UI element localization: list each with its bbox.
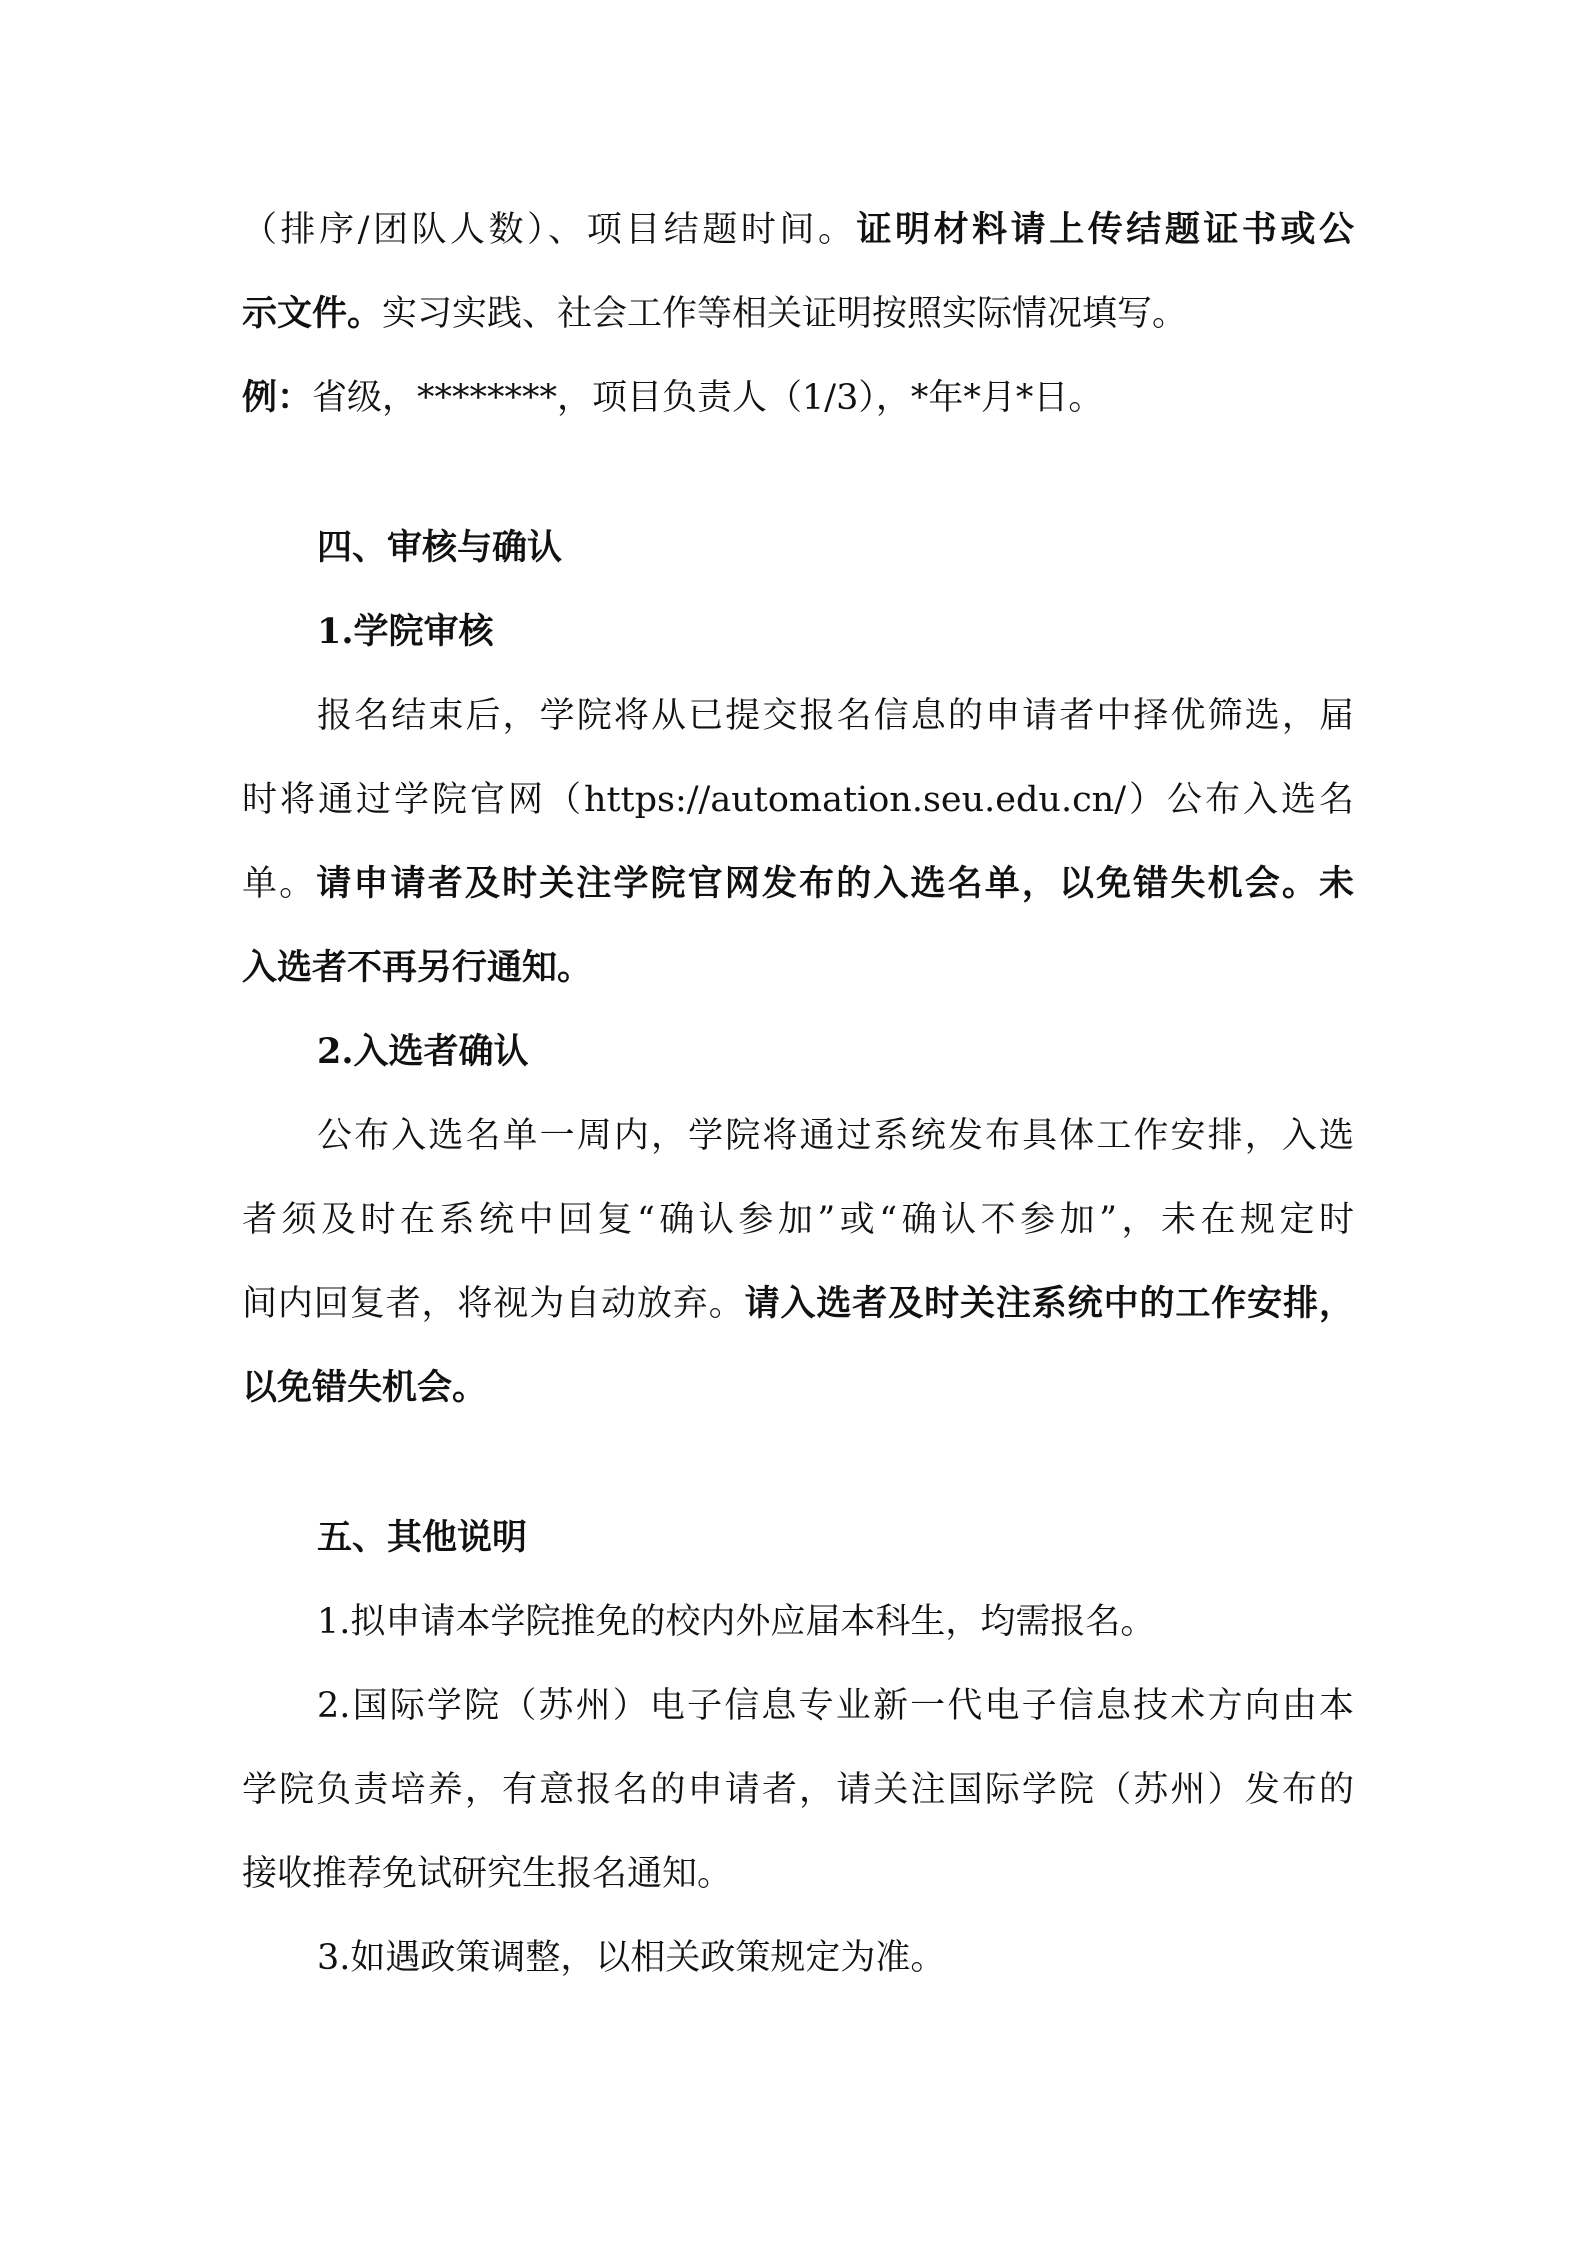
subsection-title: 1.学院审核	[317, 611, 494, 652]
section3-tail	[242, 205, 1354, 423]
section-gap	[242, 1447, 1354, 1513]
paragraph-line: 者须及时在系统中回复“确认参加”或“确认不参加”，未在规定时	[242, 1200, 1354, 1240]
list-item: 1.拟申请本学院推免的校内外应届本科生，均需报名。	[317, 1602, 1156, 1642]
section-4	[242, 523, 1354, 1413]
text-run: （排序/团队人数）、项目结题时间。	[242, 210, 857, 250]
paragraph-line: 接收推荐免试研究生报名通知。	[242, 1854, 733, 1894]
paragraph-line: 学院负责培养，有意报名的申请者，请关注国际学院（苏州）发布的	[242, 1770, 1354, 1810]
list-item: 3.如遇政策调整，以相关政策规定为准。	[317, 1938, 946, 1978]
paragraph-line: 公布入选名单一周内，学院将通过系统发布具体工作安排，入选	[317, 1116, 1354, 1156]
text-run: 单。	[242, 864, 317, 904]
document-page	[242, 205, 1354, 2017]
text-run: 间内回复者，将视为自动放弃。	[242, 1284, 745, 1324]
bold-text-run: 请申请者及时关注学院官网发布的入选名单，以免错失机会。未	[316, 863, 1354, 904]
paragraph-line: 入选者不再另行通知。	[242, 947, 593, 988]
text-run: 实习实践、社会工作等相关证明按照实际情况填写。	[382, 294, 1188, 334]
bold-text-run: 证明材料请上传结题证书或公	[856, 209, 1354, 250]
paragraph-line: 以免错失机会。	[242, 1367, 488, 1408]
paragraph-line: 报名结束后，学院将从已提交报名信息的申请者中择优筛选，届	[317, 696, 1354, 736]
text-run: ）公布入选名	[1126, 780, 1354, 820]
example-line	[242, 373, 1354, 423]
section-heading: 五、其他说明	[317, 1517, 528, 1558]
section-gap	[242, 457, 1354, 523]
example-text: 省级，********，项目负责人（1/3），*年*月*日。	[312, 378, 1104, 418]
section-5	[242, 1513, 1354, 1983]
paragraph-line	[242, 859, 1354, 909]
paragraph-line	[242, 205, 1354, 255]
paragraph-line	[242, 289, 1354, 339]
bold-text-run: 请入选者及时关注系统中的工作安排，	[744, 1283, 1354, 1324]
text-run: 时将通过学院官网（	[242, 780, 584, 820]
website-url: https://automation.seu.edu.cn/	[583, 780, 1127, 820]
example-label: 例：	[242, 377, 313, 418]
bold-text-run: 示文件。	[242, 293, 383, 334]
subsection-title: 2.入选者确认	[317, 1031, 529, 1072]
list-item: 2.国际学院（苏州）电子信息专业新一代电子信息技术方向由本	[317, 1686, 1354, 1726]
paragraph-line	[242, 775, 1354, 825]
paragraph-line	[242, 1279, 1354, 1329]
section-heading: 四、审核与确认	[317, 527, 563, 568]
